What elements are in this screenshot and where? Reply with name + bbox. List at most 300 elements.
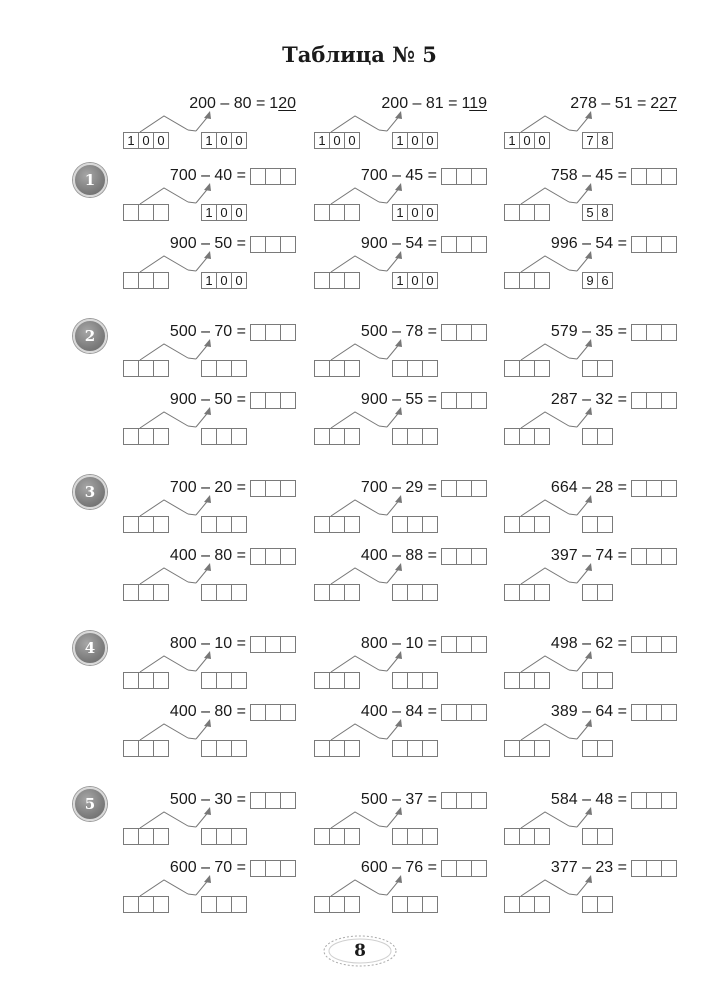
right-part-cell[interactable] xyxy=(231,516,247,533)
answer-cell[interactable] xyxy=(280,392,296,409)
answer-cell[interactable] xyxy=(456,704,472,721)
answer-cell[interactable] xyxy=(471,392,487,409)
left-part-boxes xyxy=(314,740,360,757)
left-part-cell[interactable] xyxy=(329,516,345,533)
answer-cell[interactable] xyxy=(250,392,266,409)
answer-cell[interactable] xyxy=(661,704,677,721)
expression: 996 – 54 = xyxy=(550,235,627,252)
left-part-cell[interactable] xyxy=(344,672,360,689)
right-part-cell[interactable] xyxy=(216,740,232,757)
left-part-cell[interactable] xyxy=(504,672,520,689)
right-part-cell[interactable] xyxy=(231,360,247,377)
left-part-cell[interactable] xyxy=(534,360,550,377)
right-part-cell[interactable] xyxy=(422,672,438,689)
right-part-cell[interactable] xyxy=(597,428,613,445)
split-line xyxy=(521,500,569,516)
answer-cell[interactable] xyxy=(250,548,266,565)
answer-cell[interactable] xyxy=(631,236,647,253)
left-part-cell[interactable] xyxy=(534,272,550,289)
right-part-cell[interactable] xyxy=(422,428,438,445)
right-part-cell[interactable]: 1 xyxy=(201,204,217,221)
answer-cell[interactable] xyxy=(265,236,281,253)
left-part-cell[interactable] xyxy=(519,272,535,289)
right-part-cell[interactable] xyxy=(231,828,247,845)
left-part-cell[interactable] xyxy=(153,828,169,845)
right-part-cell[interactable] xyxy=(597,516,613,533)
right-part-cell[interactable] xyxy=(201,896,217,913)
problem xyxy=(497,702,677,762)
answer-cell[interactable] xyxy=(250,324,266,341)
left-part-cell[interactable] xyxy=(534,584,550,601)
split-line xyxy=(331,500,379,516)
right-part-cell[interactable] xyxy=(582,428,598,445)
answer-cell[interactable] xyxy=(250,792,266,809)
left-part-cell[interactable] xyxy=(504,740,520,757)
right-part-cell[interactable]: 0 xyxy=(216,204,232,221)
answer-cell[interactable] xyxy=(441,480,457,497)
right-part-cell[interactable]: 1 xyxy=(392,204,408,221)
answer-cell[interactable] xyxy=(661,236,677,253)
answer-cell[interactable] xyxy=(646,392,662,409)
answer-cell[interactable] xyxy=(441,168,457,185)
answer-cell[interactable] xyxy=(646,548,662,565)
right-part-cell[interactable] xyxy=(597,896,613,913)
right-part-cell[interactable] xyxy=(422,584,438,601)
left-part-cell[interactable] xyxy=(519,428,535,445)
right-part-cell[interactable] xyxy=(231,896,247,913)
answer-cell[interactable] xyxy=(631,704,647,721)
left-part-cell[interactable] xyxy=(314,828,330,845)
answer-cell[interactable] xyxy=(456,324,472,341)
left-part-cell[interactable] xyxy=(138,516,154,533)
left-part-cell[interactable] xyxy=(138,896,154,913)
right-part-cell[interactable] xyxy=(231,672,247,689)
answer-cell[interactable] xyxy=(280,236,296,253)
left-part-cell[interactable] xyxy=(534,896,550,913)
left-part-cell[interactable] xyxy=(138,204,154,221)
join-line xyxy=(379,358,387,359)
answer-cell[interactable] xyxy=(456,168,472,185)
left-part-cell[interactable] xyxy=(329,428,345,445)
left-part-cell[interactable] xyxy=(329,272,345,289)
left-part-cell[interactable] xyxy=(153,204,169,221)
answer-boxes xyxy=(250,548,296,565)
left-part-cell[interactable] xyxy=(314,360,330,377)
answer-cell[interactable] xyxy=(631,392,647,409)
right-part-cell[interactable] xyxy=(582,360,598,377)
right-part-cell[interactable] xyxy=(216,428,232,445)
answer-cell[interactable] xyxy=(441,792,457,809)
answer-cell[interactable] xyxy=(661,392,677,409)
answer-cell[interactable] xyxy=(631,480,647,497)
answer-cell[interactable] xyxy=(661,636,677,653)
left-part-cell[interactable] xyxy=(138,428,154,445)
expression: 397 – 74 = xyxy=(550,547,627,564)
left-part-cell[interactable] xyxy=(153,428,169,445)
right-part-cell[interactable] xyxy=(407,740,423,757)
page-title: Таблица № 5 xyxy=(282,42,437,67)
left-part-cell[interactable] xyxy=(344,584,360,601)
left-part-cell[interactable] xyxy=(123,672,139,689)
left-part-cell[interactable] xyxy=(504,428,520,445)
answer-cell[interactable] xyxy=(456,792,472,809)
left-part-cell[interactable] xyxy=(138,828,154,845)
right-part-cell[interactable]: 0 xyxy=(407,272,423,289)
left-part-cell[interactable] xyxy=(123,584,139,601)
left-part-cell[interactable] xyxy=(153,896,169,913)
right-part-cell[interactable]: 0 xyxy=(407,204,423,221)
left-part-cell[interactable] xyxy=(344,428,360,445)
answer-cell[interactable] xyxy=(646,236,662,253)
answer-cell[interactable] xyxy=(646,324,662,341)
left-part-cell[interactable] xyxy=(534,516,550,533)
right-part-cell[interactable] xyxy=(582,828,598,845)
answer-cell[interactable] xyxy=(265,636,281,653)
answer-cell[interactable] xyxy=(661,792,677,809)
right-part-cell[interactable] xyxy=(422,360,438,377)
right-part-cell[interactable] xyxy=(422,896,438,913)
answer-cell[interactable] xyxy=(646,792,662,809)
left-part-cell[interactable] xyxy=(314,272,330,289)
right-part-cell[interactable] xyxy=(597,672,613,689)
right-part-cell[interactable] xyxy=(216,584,232,601)
answer-cell[interactable] xyxy=(265,860,281,877)
left-part-cell[interactable] xyxy=(504,516,520,533)
answer-cell[interactable] xyxy=(280,548,296,565)
answer-cell[interactable] xyxy=(471,236,487,253)
left-part-cell[interactable] xyxy=(534,428,550,445)
left-part-cell[interactable] xyxy=(519,204,535,221)
left-part-cell: 1 xyxy=(123,132,139,149)
right-part-cell[interactable] xyxy=(201,828,217,845)
left-part-cell[interactable] xyxy=(519,672,535,689)
right-part-cell[interactable] xyxy=(422,740,438,757)
answer-cell[interactable] xyxy=(250,636,266,653)
split-line xyxy=(140,724,188,740)
join-line xyxy=(379,826,387,827)
left-part-cell[interactable] xyxy=(138,360,154,377)
answer-cell[interactable] xyxy=(250,236,266,253)
left-part-cell[interactable] xyxy=(123,360,139,377)
left-part-cell[interactable] xyxy=(329,672,345,689)
left-part-cell[interactable] xyxy=(123,828,139,845)
right-part-cell[interactable] xyxy=(392,672,408,689)
right-part-cell[interactable] xyxy=(407,828,423,845)
answer-cell[interactable] xyxy=(441,636,457,653)
left-part-cell[interactable] xyxy=(534,204,550,221)
equation xyxy=(361,634,487,654)
right-part-cell[interactable]: 0 xyxy=(231,272,247,289)
left-part-cell[interactable] xyxy=(329,740,345,757)
answer-cell[interactable] xyxy=(631,792,647,809)
right-part-cell[interactable]: 5 xyxy=(582,204,598,221)
left-part-cell[interactable] xyxy=(504,896,520,913)
left-part-cell[interactable] xyxy=(329,204,345,221)
answer-cell[interactable] xyxy=(456,392,472,409)
left-part-cell[interactable] xyxy=(314,428,330,445)
answer-cell[interactable] xyxy=(456,480,472,497)
answer-cell[interactable] xyxy=(265,704,281,721)
left-part-cell[interactable] xyxy=(138,584,154,601)
answer-cell[interactable] xyxy=(456,636,472,653)
answer-cell[interactable] xyxy=(441,236,457,253)
left-part-cell[interactable] xyxy=(519,360,535,377)
answer-cell[interactable] xyxy=(631,324,647,341)
answer-boxes xyxy=(441,480,487,497)
right-part-cell[interactable] xyxy=(216,896,232,913)
right-part-cell[interactable] xyxy=(216,360,232,377)
right-part-cell[interactable] xyxy=(597,360,613,377)
right-part-cell[interactable] xyxy=(392,896,408,913)
right-part-boxes xyxy=(392,672,438,689)
answer-cell[interactable] xyxy=(250,860,266,877)
right-part-cell[interactable]: 8 xyxy=(597,204,613,221)
left-part-cell[interactable] xyxy=(329,896,345,913)
left-part-cell[interactable] xyxy=(504,828,520,845)
answer-boxes xyxy=(250,636,296,653)
right-part-cell[interactable]: 9 xyxy=(582,272,598,289)
answer-cell[interactable] xyxy=(646,704,662,721)
right-part-cell[interactable] xyxy=(231,584,247,601)
left-part-cell[interactable] xyxy=(519,516,535,533)
left-part-cell[interactable] xyxy=(329,828,345,845)
left-part-cell[interactable] xyxy=(534,672,550,689)
left-part-cell[interactable] xyxy=(123,896,139,913)
right-part-cell[interactable] xyxy=(392,740,408,757)
left-part-cell[interactable] xyxy=(138,740,154,757)
right-part-cell[interactable]: 1 xyxy=(392,272,408,289)
answer-cell[interactable] xyxy=(441,704,457,721)
left-part-cell[interactable] xyxy=(123,204,139,221)
right-part-cell[interactable]: 0 xyxy=(231,204,247,221)
answer-cell[interactable] xyxy=(471,860,487,877)
equation xyxy=(361,390,487,410)
answer-cell[interactable] xyxy=(646,168,662,185)
right-part-cell[interactable] xyxy=(392,828,408,845)
split-line xyxy=(331,188,379,204)
answer-cell[interactable] xyxy=(471,792,487,809)
left-part-cell: 1 xyxy=(504,132,520,149)
answer-cell[interactable] xyxy=(471,324,487,341)
left-part-cell[interactable] xyxy=(534,828,550,845)
answer-boxes xyxy=(631,236,677,253)
left-part-cell[interactable] xyxy=(153,672,169,689)
right-part-cell[interactable] xyxy=(201,672,217,689)
problem xyxy=(497,234,677,294)
left-part-cell[interactable] xyxy=(314,740,330,757)
answer-cell[interactable] xyxy=(646,480,662,497)
right-part-cell[interactable] xyxy=(201,516,217,533)
right-part-cell[interactable] xyxy=(582,516,598,533)
right-part-cell[interactable] xyxy=(392,428,408,445)
answer-cell[interactable] xyxy=(456,860,472,877)
left-part-cell[interactable] xyxy=(344,740,360,757)
answer-cell[interactable] xyxy=(471,548,487,565)
right-part-cell[interactable] xyxy=(597,740,613,757)
left-part-cell[interactable] xyxy=(123,272,139,289)
answer-cell[interactable] xyxy=(441,392,457,409)
answer-cell[interactable] xyxy=(280,860,296,877)
split-line xyxy=(521,880,569,896)
answer-cell[interactable] xyxy=(661,860,677,877)
right-part-cell[interactable] xyxy=(407,360,423,377)
left-part-cell[interactable] xyxy=(153,360,169,377)
answer-cell[interactable] xyxy=(250,704,266,721)
right-part-cell[interactable] xyxy=(201,740,217,757)
answer-cell[interactable] xyxy=(471,636,487,653)
left-part-cell[interactable] xyxy=(153,740,169,757)
answer-cell[interactable] xyxy=(265,548,281,565)
left-part-cell[interactable] xyxy=(153,272,169,289)
split-line xyxy=(521,412,569,428)
answer-cell[interactable] xyxy=(265,480,281,497)
answer-cell[interactable] xyxy=(265,392,281,409)
problem xyxy=(497,858,677,918)
answer-cell[interactable] xyxy=(631,636,647,653)
right-part-cell[interactable]: 0 xyxy=(216,272,232,289)
right-part-boxes xyxy=(582,740,613,757)
right-part-cell[interactable] xyxy=(201,428,217,445)
left-part-cell[interactable] xyxy=(344,896,360,913)
right-part-cell[interactable] xyxy=(407,428,423,445)
answer-cell[interactable] xyxy=(646,860,662,877)
right-part-cell[interactable] xyxy=(407,896,423,913)
right-part-cell[interactable] xyxy=(582,740,598,757)
right-part-cell[interactable] xyxy=(392,584,408,601)
answer-cell[interactable] xyxy=(661,548,677,565)
right-part-boxes xyxy=(201,740,247,757)
left-part-cell[interactable] xyxy=(344,516,360,533)
right-part-cell[interactable]: 1 xyxy=(201,272,217,289)
answer-cell[interactable] xyxy=(250,168,266,185)
left-part-cell[interactable] xyxy=(314,584,330,601)
answer-cell[interactable] xyxy=(280,480,296,497)
answer-cell[interactable] xyxy=(250,480,266,497)
left-part-cell[interactable] xyxy=(314,516,330,533)
left-part-cell[interactable] xyxy=(314,672,330,689)
answer-cell[interactable] xyxy=(280,792,296,809)
split-line xyxy=(521,344,569,360)
right-part-cell[interactable] xyxy=(597,584,613,601)
answer-cell[interactable] xyxy=(265,792,281,809)
left-part-cell[interactable] xyxy=(344,360,360,377)
left-part-cell[interactable] xyxy=(534,740,550,757)
left-part-cell[interactable] xyxy=(519,896,535,913)
right-part-cell[interactable] xyxy=(407,672,423,689)
answer-cell[interactable] xyxy=(631,548,647,565)
left-part-cell[interactable] xyxy=(344,828,360,845)
left-part-cell[interactable] xyxy=(504,360,520,377)
answer-cell[interactable] xyxy=(280,168,296,185)
right-part-cell[interactable] xyxy=(582,672,598,689)
left-part-cell[interactable] xyxy=(344,204,360,221)
left-part-cell[interactable] xyxy=(519,740,535,757)
answer-cell[interactable] xyxy=(456,548,472,565)
answer-cell[interactable] xyxy=(280,636,296,653)
left-part-cell[interactable] xyxy=(504,272,520,289)
join-line xyxy=(188,130,196,131)
right-part-cell[interactable]: 0 xyxy=(422,204,438,221)
left-part-cell[interactable] xyxy=(123,740,139,757)
left-part-cell[interactable] xyxy=(153,516,169,533)
right-part-cell[interactable] xyxy=(422,828,438,845)
expression: 700 – 20 = xyxy=(169,479,246,496)
answer-cell[interactable] xyxy=(456,236,472,253)
answer-cell[interactable] xyxy=(631,860,647,877)
answer-cell[interactable] xyxy=(280,704,296,721)
left-part-cell[interactable] xyxy=(153,584,169,601)
right-part-cell[interactable] xyxy=(392,516,408,533)
right-part-cell[interactable]: 0 xyxy=(422,272,438,289)
answer-cell[interactable] xyxy=(661,168,677,185)
right-part-cell[interactable] xyxy=(392,360,408,377)
left-part-cell[interactable] xyxy=(344,272,360,289)
left-part-boxes xyxy=(314,360,360,377)
answer-cell[interactable] xyxy=(471,168,487,185)
answer-cell[interactable] xyxy=(471,704,487,721)
answer-cell[interactable] xyxy=(265,324,281,341)
right-part-cell[interactable] xyxy=(231,740,247,757)
problem xyxy=(307,166,487,226)
right-part-cell[interactable] xyxy=(216,672,232,689)
right-part-cell[interactable] xyxy=(216,516,232,533)
left-part-cell[interactable] xyxy=(519,828,535,845)
left-part-cell[interactable] xyxy=(504,204,520,221)
right-part-cell[interactable] xyxy=(422,516,438,533)
left-part-cell[interactable] xyxy=(519,584,535,601)
answer-cell[interactable] xyxy=(661,324,677,341)
right-part-cell[interactable] xyxy=(201,360,217,377)
answer-cell[interactable] xyxy=(441,860,457,877)
left-part-cell[interactable] xyxy=(138,272,154,289)
left-part-cell[interactable] xyxy=(314,204,330,221)
right-part-boxes xyxy=(582,672,613,689)
right-part-cell[interactable] xyxy=(407,516,423,533)
right-part-cell[interactable] xyxy=(231,428,247,445)
answer-cell[interactable] xyxy=(265,168,281,185)
answer-cell[interactable] xyxy=(441,324,457,341)
left-part-boxes xyxy=(123,828,169,845)
left-part-cell[interactable] xyxy=(138,672,154,689)
left-part-cell[interactable] xyxy=(329,360,345,377)
left-part-cell[interactable] xyxy=(314,896,330,913)
left-part-cell[interactable] xyxy=(504,584,520,601)
page-number: 8 xyxy=(354,941,366,961)
split-line xyxy=(521,116,569,132)
right-part-cell[interactable] xyxy=(407,584,423,601)
equation xyxy=(170,546,296,566)
left-part-cell[interactable] xyxy=(123,516,139,533)
right-part-boxes xyxy=(392,584,438,601)
right-part-cell[interactable] xyxy=(597,828,613,845)
answer-boxes xyxy=(250,168,296,185)
answer-cell[interactable] xyxy=(631,168,647,185)
answer-cell[interactable] xyxy=(441,548,457,565)
left-part-cell[interactable] xyxy=(123,428,139,445)
answer-cell[interactable] xyxy=(471,480,487,497)
answer-cell[interactable] xyxy=(661,480,677,497)
right-part-cell[interactable] xyxy=(582,584,598,601)
right-part-cell[interactable] xyxy=(216,828,232,845)
right-part-cell[interactable] xyxy=(582,896,598,913)
answer-cell[interactable] xyxy=(646,636,662,653)
right-part-cell[interactable]: 6 xyxy=(597,272,613,289)
left-part-boxes xyxy=(123,204,169,221)
expression: 700 – 40 = xyxy=(169,167,246,184)
left-part-cell[interactable] xyxy=(329,584,345,601)
answer-cell[interactable] xyxy=(280,324,296,341)
right-part-cell[interactable] xyxy=(201,584,217,601)
